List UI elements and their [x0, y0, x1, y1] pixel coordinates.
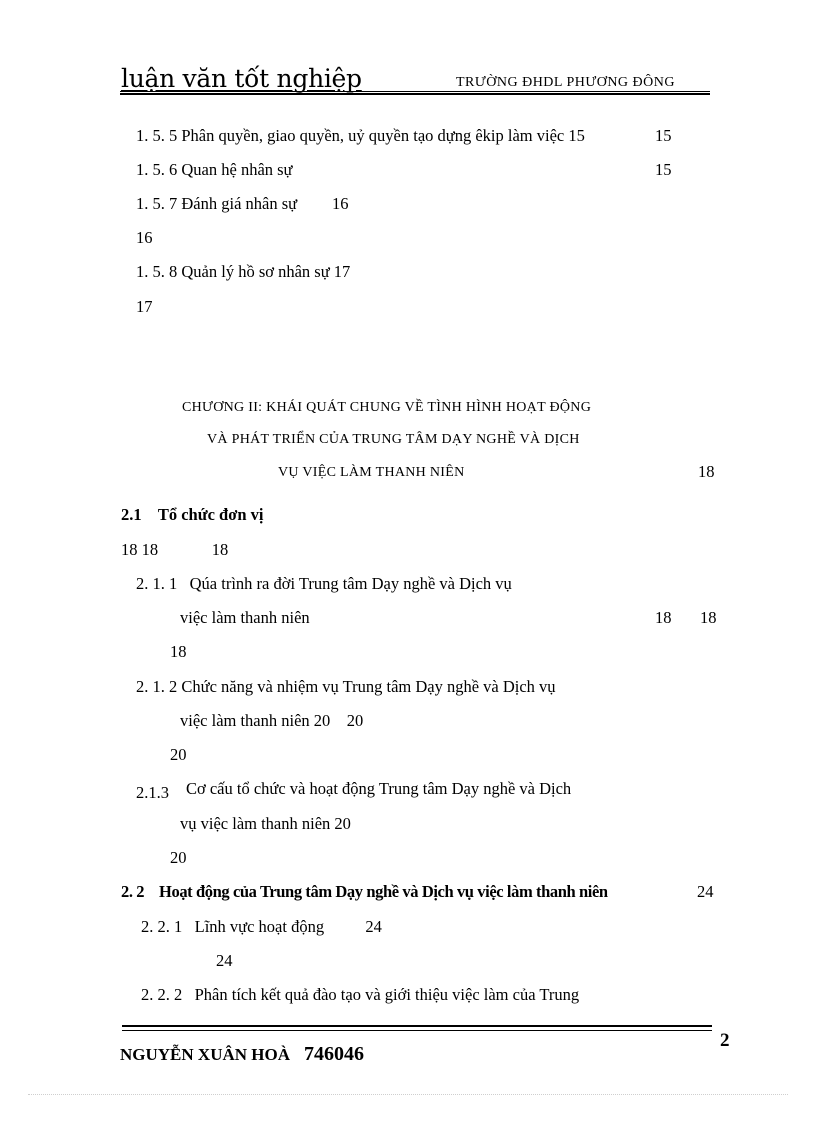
header-university: TRƯỜNG ĐHDL PHƯƠNG ĐÔNG	[456, 75, 675, 90]
chapter-2-title-line3: VỤ VIỆC LÀM THANH NIÊN	[278, 465, 465, 480]
toc-entry-2-1-2-cont: việc làm thanh niên 20 20	[180, 711, 364, 730]
toc-page-2-1-3: 20	[170, 848, 187, 867]
toc-page-2-2-1: 24	[216, 951, 233, 970]
toc-page-2-2: 24	[697, 882, 714, 901]
toc-page-1-5-7: 16	[332, 194, 349, 213]
toc-page-2-1-1-a: 18	[655, 608, 672, 627]
toc-entry-1-5-8: 1. 5. 8 Quản lý hồ sơ nhân sự 17	[136, 262, 351, 281]
chapter-2-title-line1: CHƯƠNG II: KHÁI QUÁT CHUNG VỀ TÌNH HÌNH HOẠT ĐỘNG	[182, 400, 592, 415]
toc-entry-2-2-1: 2. 2. 1 Lĩnh vực hoạt động 24	[141, 917, 382, 936]
header-rule	[120, 91, 710, 95]
toc-section-2-1-pages: 18 18 18	[121, 540, 229, 559]
toc-number-2-1-3: 2.1.3	[136, 783, 169, 802]
toc-entry-2-1-1-cont: việc làm thanh niên	[180, 608, 310, 627]
toc-section-2-1: 2.1 Tổ chức đơn vị	[121, 505, 264, 524]
toc-entry-2-1-2: 2. 1. 2 Chức năng và nhiệm vụ Trung tâm Dạy nghề và Dịch vụ	[136, 677, 556, 696]
footer-author-name: NGUYỄN XUÂN HOÀ	[120, 1045, 290, 1064]
header-thesis-title: luận văn tốt nghiệp	[121, 64, 362, 93]
footer-student-id: 746046	[304, 1043, 364, 1065]
toc-entry-1-5-5: 1. 5. 5 Phân quyền, giao quyền, uỷ quyền tạo dựng êkip làm việc 15	[136, 126, 585, 145]
toc-section-2-2: 2. 2 Hoạt động của Trung tâm Dạy nghề và Dịch vụ việc làm thanh niên	[121, 882, 608, 901]
toc-entry-2-1-3: Cơ cấu tổ chức và hoạt động Trung tâm Dạy nghề và Dịch	[186, 779, 572, 798]
footer-rule	[122, 1025, 712, 1031]
toc-page-1-5-7-repeat: 16	[136, 228, 153, 247]
toc-entry-1-5-6: 1. 5. 6 Quan hệ nhân sự	[136, 160, 293, 179]
toc-page-1-5-8-repeat: 17	[136, 297, 153, 316]
toc-entry-2-1-3-cont: vụ việc làm thanh niên 20	[180, 814, 351, 833]
toc-page-2-1-1-b: 18	[700, 608, 717, 627]
toc-page-1-5-5: 15	[655, 126, 672, 145]
toc-entry-2-1-1: 2. 1. 1 Qúa trình ra đời Trung tâm Dạy nghề và Dịch vụ	[136, 574, 512, 593]
footer-author	[120, 1043, 364, 1066]
toc-entry-1-5-7: 1. 5. 7 Đánh giá nhân sự	[136, 194, 298, 213]
page-bottom-divider	[28, 1094, 788, 1095]
toc-entry-2-2-2: 2. 2. 2 Phân tích kết quả đào tạo và giới thiệu việc làm của Trung	[141, 985, 580, 1004]
toc-page-2-1-2: 20	[170, 745, 187, 764]
toc-page-2-1-1-c: 18	[170, 642, 187, 661]
chapter-2-page: 18	[698, 462, 715, 481]
chapter-2-title-line2: VÀ PHÁT TRIỂN CỦA TRUNG TÂM DẠY NGHỀ VÀ DỊCH	[207, 432, 580, 447]
toc-page-1-5-6: 15	[655, 160, 672, 179]
page-number: 2	[720, 1030, 730, 1051]
